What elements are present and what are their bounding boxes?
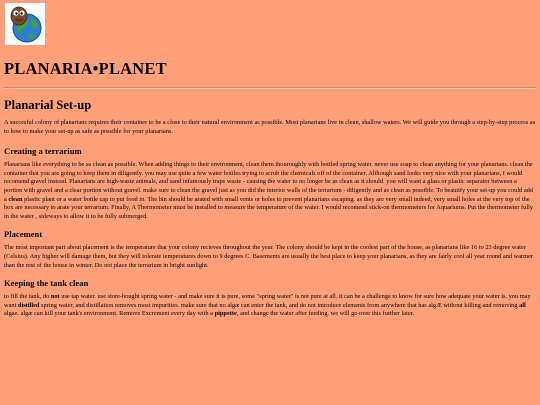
emphasis-all: all [519, 301, 526, 309]
emphasis-clean: clean [8, 195, 23, 203]
cleaning-paragraph [4, 293, 536, 319]
cleaning-text-1: to fill the tank, do [4, 293, 51, 301]
emphasis-distilled: distilled [17, 301, 40, 309]
cleaning-text-3: spring water, and distillation removes most impurities. make sure that no algæ can enter the tank, and do not introduce elements from anywhere that has algÆ without killing and removing [39, 301, 520, 309]
emphasis-not: not [50, 293, 60, 301]
terrarium-text-1: Planarians like everything to be as clean as possible. When adding things to their environment, clean them thouroughly with bottled spring water. never use soap to clean anything for your planarians. clean the container that you are going to keep them in diligently. you may use quite a few water bottles trying to scrub the chemicals off of the container. Although sand looks very nice with your planarians, I would recomend gravel instead. Planarians are high-waste animals, and sand infamously traps waste - causing the water to no longer be as clean as it should. you will want a glass or plastic separator between a portion with gravel and a clear portion without gravel. make sure to clean the gravel just as you did the interior walls of the terrarium - diligently and as clean as possible. To beautify your set-up you could add a [4, 161, 533, 203]
cleaning-text-4: algae. algæ can kill your tank's environment. Remove Excrement every day with a [4, 310, 215, 318]
section-heading-terrarium: Creating a terrarium [4, 146, 82, 157]
intro-paragraph: A succesful colony of planarians requires their container to be a close to their natural environment as possible. Most planarians live in clean, shallow waters. We will guide you through a step-by-step process as to how to make your set-up as safe as possible for your planarians. [4, 119, 536, 135]
emphasis-pippette: pippette [214, 310, 237, 318]
earth-globe-with-planarian-icon [5, 3, 45, 45]
cleaning-text-2: use tap water. use store-bought spring water - and make sure it is pure, some "spring water" is not pure at all. it can be a challenge to know for sure how adequate your water is. you may want [4, 293, 531, 309]
page-heading: Planarial Set-up [4, 98, 92, 112]
section-heading-placement: Placement [4, 229, 43, 240]
placement-paragraph: The most important part about placement is the temperature that your colony recieves throughout the year. The colony should be kept in the coolest part of the house, as planarians like 16 to 23 degree water (Celsius). Any higher will damage them, but they will tolerate temperatures down to 9 degrees C. Basements are usually the best place to keep your planarians, as they are fairly cool all year round and warmer than the rest of the house in winter. Do not place the terrarium in bright sunlight. [4, 244, 534, 269]
divider [4, 87, 536, 89]
terrarium-paragraph [4, 161, 536, 221]
site-title: PLANARIA•PLANET [4, 59, 167, 78]
terrarium-text-2: plastic plant or a water bottle cap to put food in. The bin should be arated with small vents or holes to prevent planarians escaping. as they are very small indeed, very small holes at the very top of the box are necessary to arate your terrarium. Finally, A Thermometer must be installed to measure the temperature of the water. I would recomend stick-on thermometers for Aquariums. Put the thermometer fully in the water , sideways to allow it to be fully submerged. [4, 195, 534, 220]
section-heading-cleaning: Keeping the tank clean [4, 278, 89, 289]
cleaning-text-5: , and change the water after feeding. we will go over this further later. [236, 310, 415, 318]
